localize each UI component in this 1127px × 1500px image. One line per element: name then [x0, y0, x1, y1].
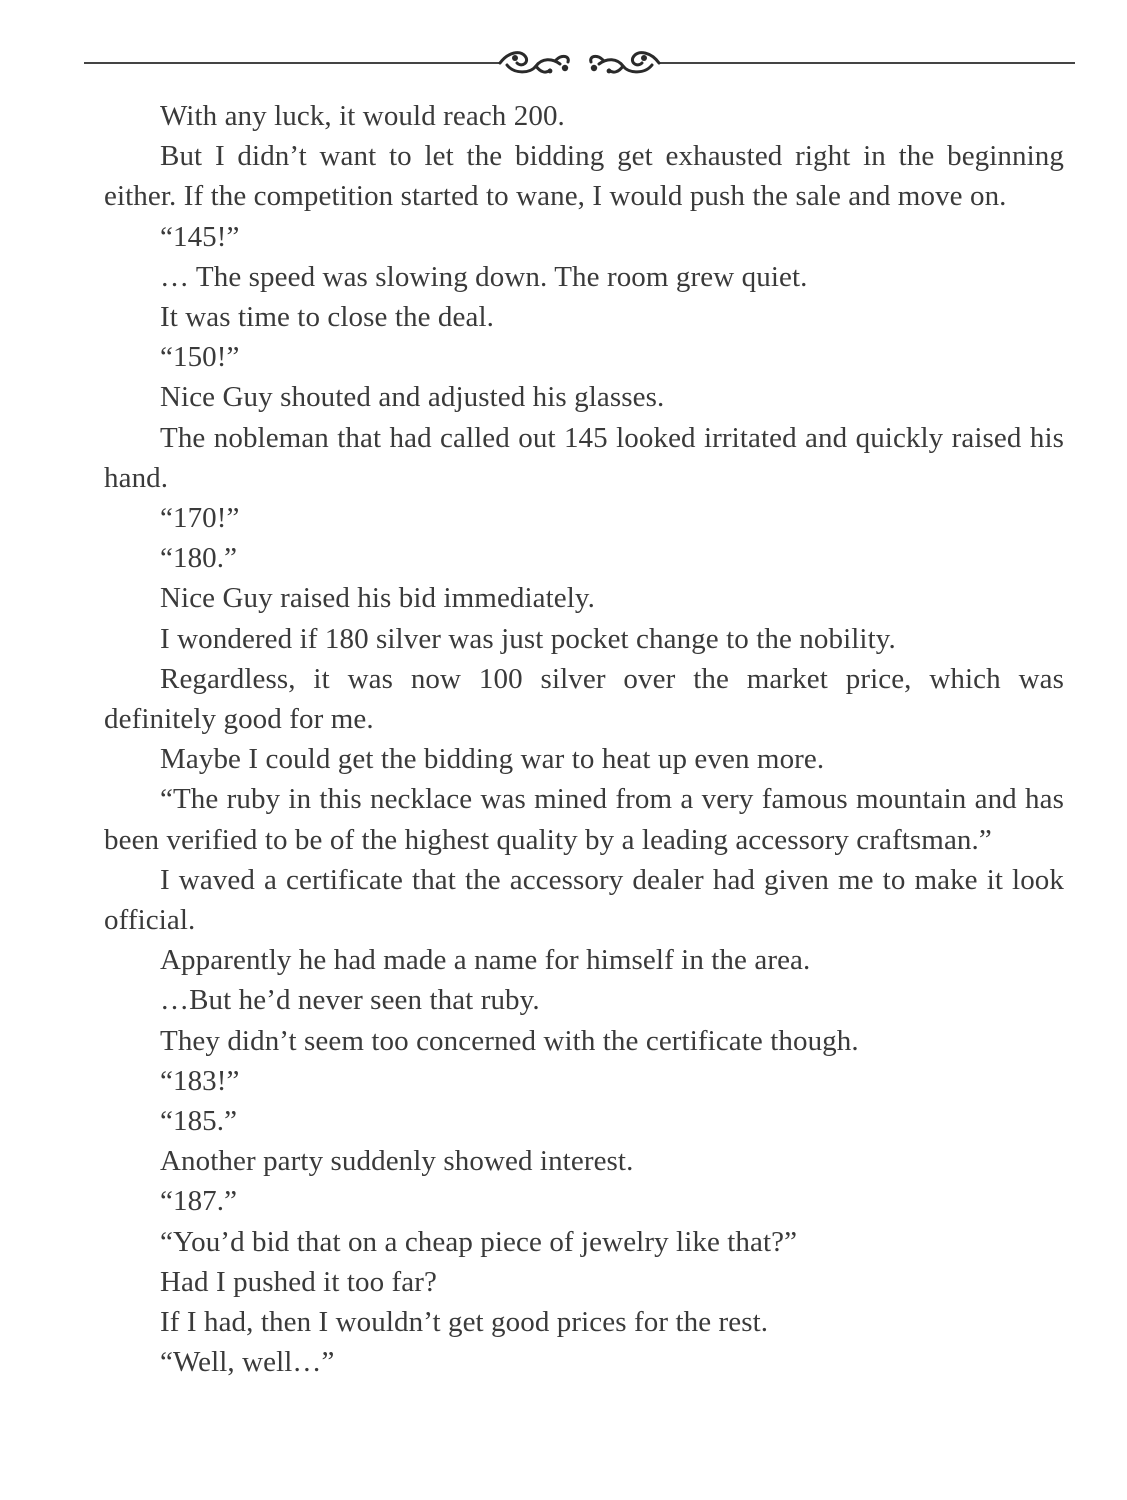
paragraph: “Well, well…” — [160, 1346, 335, 1379]
paragraph: “150!” — [160, 341, 240, 374]
page-text — [104, 96, 1064, 1383]
paragraph: Maybe I could get the bidding war to heat up even more. — [160, 743, 825, 776]
paragraph: Apparently he had made a name for himself in the area. — [160, 944, 811, 977]
paragraph: “185.” — [160, 1105, 238, 1138]
paragraph: Regardless, it was now 100 silver over the market price, which was definitely good for me. — [104, 662, 1064, 736]
paragraph: “180.” — [160, 542, 238, 575]
paragraph: They didn’t seem too concerned with the certificate though. — [160, 1024, 859, 1057]
paragraph: With any luck, it would reach 200. — [160, 100, 565, 132]
paragraph: Nice Guy shouted and adjusted his glasses. — [160, 381, 665, 414]
paragraph: “The ruby in this necklace was mined from a very famous mountain and has been verified to be of the highest quality by a leading accessory craftsman.” — [104, 783, 1064, 856]
paragraph: Had I pushed it too far? — [160, 1265, 438, 1298]
paragraph: It was time to close the deal. — [160, 301, 494, 334]
paragraph: “145!” — [160, 220, 240, 253]
paragraph: But I didn’t want to let the bidding get exhausted right in the beginning either. If the competition started to wane, I would push the sale and move on. — [104, 140, 1064, 213]
paragraph: I waved a certificate that the accessory dealer had given me to make it look official. — [104, 863, 1064, 937]
paragraph: … The speed was slowing down. The room grew quiet. — [160, 260, 808, 293]
paragraph: I wondered if 180 silver was just pocket change to the nobility. — [160, 622, 896, 655]
paragraph: “You’d bid that on a cheap piece of jewelry like that?” — [160, 1225, 798, 1258]
paragraph: “183!” — [160, 1064, 240, 1097]
scroll-flourish-icon — [84, 40, 1075, 84]
paragraph: “170!” — [160, 502, 240, 535]
paragraph: …But he’d never seen that ruby. — [160, 984, 540, 1017]
paragraph: Nice Guy raised his bid immediately. — [160, 582, 596, 615]
paragraph: If I had, then I wouldn’t get good prices for the rest. — [160, 1306, 769, 1339]
paragraph: “187.” — [160, 1185, 238, 1218]
paragraph: The nobleman that had called out 145 looked irritated and quickly raised his hand. — [104, 421, 1064, 494]
paragraph: Another party suddenly showed interest. — [160, 1145, 634, 1178]
